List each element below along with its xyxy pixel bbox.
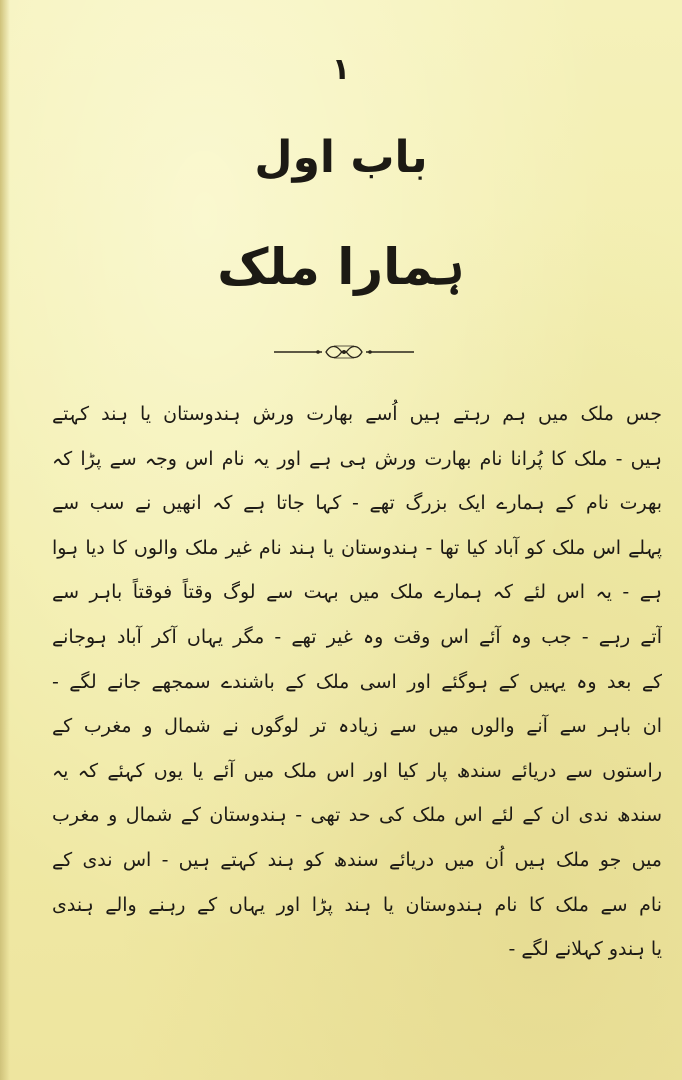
text-line: کے بعد وہ یہیں کے ہوگئے اور اسی ملک کے باشندے سمجھے جانے لگے - [52,670,662,693]
text-line: پہلے اس ملک کو آباد کیا تھا - ہندوستان یا ہند نام غیر ملک والوں کا دیا ہوا [52,536,662,559]
text-line: ان باہر سے آنے والوں میں سے زیادہ تر لوگوں نے شمال و مغرب کے [52,715,662,738]
ornament-divider-icon [274,342,414,362]
text-line: یا ہندو کہلانے لگے - [508,938,662,961]
text-line: سندھ ندی ان کے لئے اس ملک کی حد تھی - ہندوستان کے شمال و مغرب [52,804,662,827]
text-line: ہے - یہ اس لئے کہ ہمارے ملک میں بہت سے لوگ وقتاً فوقتاً باہر سے [52,581,662,604]
body-paragraph [52,392,662,972]
text-line: راستوں سے دریائے سندھ پار کیا اور اس ملک میں آئے یا یوں کہئے کہ یہ [52,759,662,782]
chapter-title: ہمارا ملک [217,238,465,296]
text-line: بھرت نام کے ہمارے ایک بزرگ تھے - کہا جاتا ہے کہ انھیں نے سب سے [52,492,662,515]
text-line: جس ملک میں ہم رہتے ہیں اُسے بھارت ورش ہندوستان یا ہند کہتے [52,403,662,425]
page-number: ۱ [331,52,351,87]
text-line: ہیں - ملک کا پُرانا نام بھارت ورش ہی ہے اور یہ نام اس وجہ سے پڑا کہ [52,447,662,470]
chapter-heading: باب اول [254,132,428,183]
text-line: آتے رہے - جب وہ آئے اس وقت وہ غیر تھے - مگر یہاں آکر آباد ہوجانے [52,625,662,648]
text-line: میں جو ملک ہیں اُن میں دریائے سندھ کو ہند کہتے ہیں - اس ندی کے [52,848,662,871]
text-line: نام سے ملک کا نام ہندوستان یا ہند پڑا اور یہاں کے رہنے والے ہندی [52,893,662,916]
